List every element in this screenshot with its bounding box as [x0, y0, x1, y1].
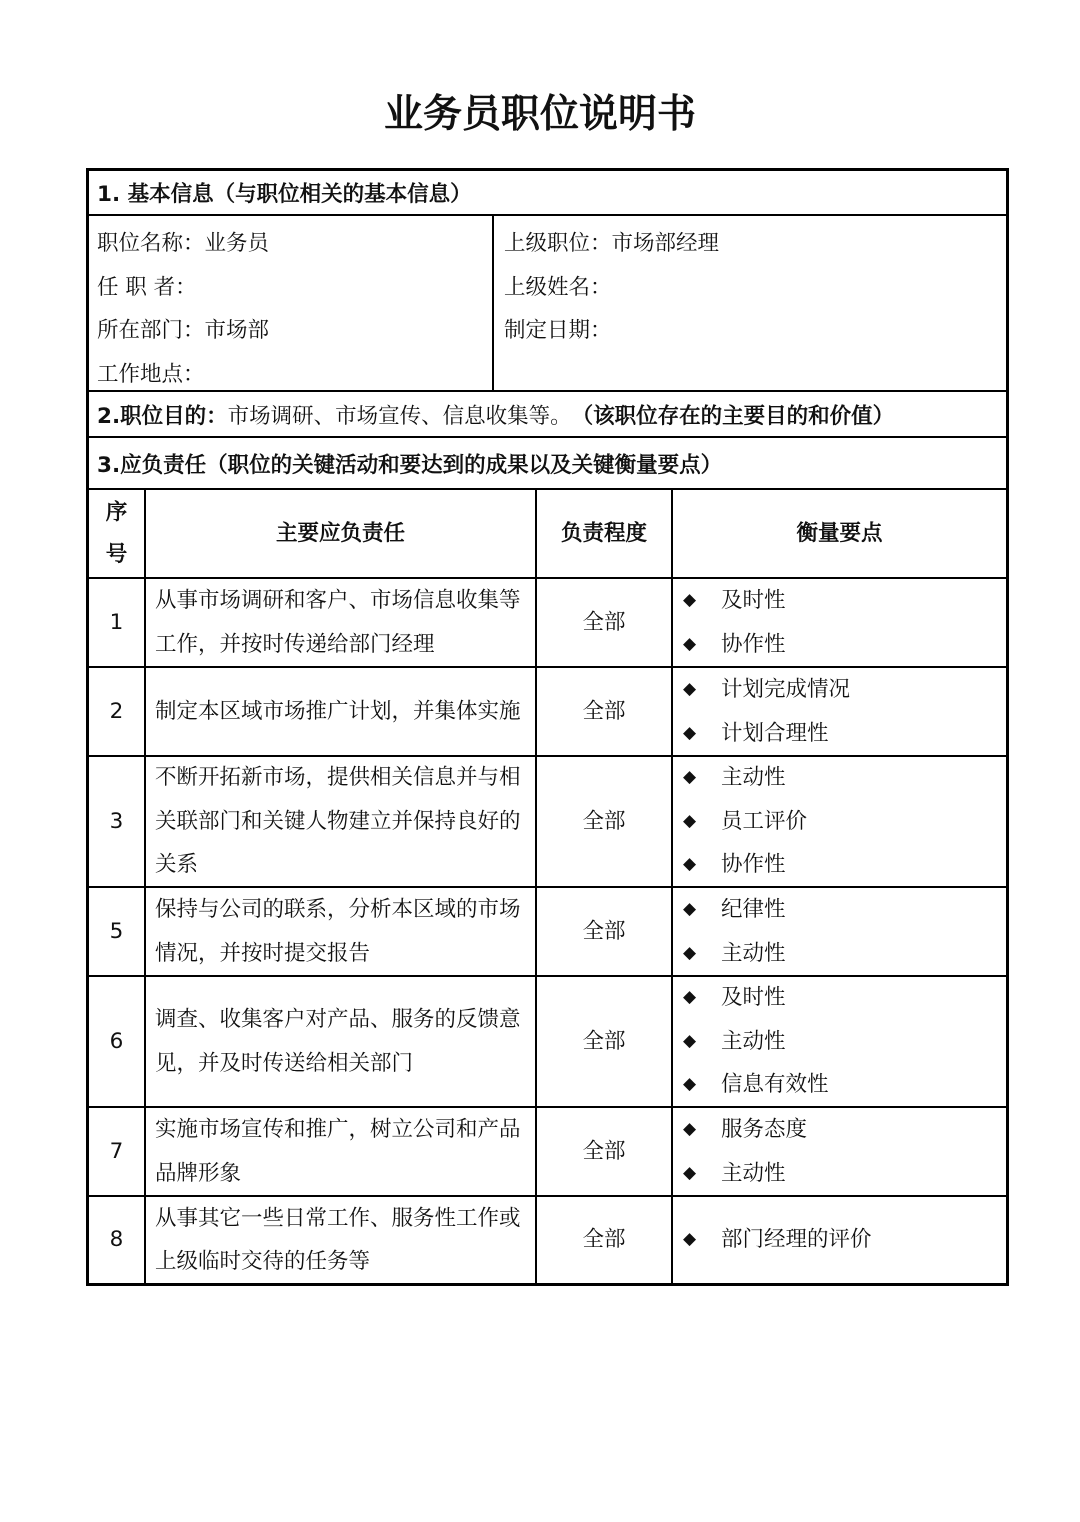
- degree-cell: 全部: [537, 888, 673, 975]
- diamond-bullet-icon: [683, 756, 721, 800]
- info-label: 职位名称：: [97, 231, 205, 256]
- measure-item: [683, 668, 1006, 712]
- degree-cell: 全部: [537, 579, 673, 666]
- duty-line: 工作，并按时传递给部门经理: [155, 631, 435, 657]
- info-label: 制定日期：: [504, 318, 612, 344]
- measure-item: [683, 1020, 1006, 1064]
- duty-line: 从事其它一些日常工作、服务性工作或: [155, 1205, 521, 1231]
- info-line-date: [504, 309, 1006, 353]
- measure-text: 及时性: [721, 588, 786, 613]
- duty-line: 品牌形象: [155, 1160, 242, 1186]
- basic-info-heading: 1. 基本信息（与职位相关的基本信息）: [89, 171, 1006, 216]
- table-row: [89, 1197, 1006, 1283]
- table-row: [89, 668, 1006, 757]
- duty-line: 不断开拓新市场，提供相关信息并与相: [155, 765, 521, 791]
- measure-text: 协作性: [721, 631, 786, 657]
- measure-item: [683, 800, 1006, 844]
- page-title: 业务员职位说明书: [383, 92, 696, 137]
- seq-header-label: 序号: [105, 499, 128, 567]
- measure-item: [683, 1218, 1006, 1262]
- measure-text: 部门经理的评价: [721, 1227, 872, 1253]
- info-value: 市场部经理: [611, 231, 720, 256]
- duty-line: 调查、收集客户对产品、服务的反馈意: [155, 1007, 521, 1032]
- measure-item: [683, 1108, 1006, 1152]
- info-line-location: [97, 353, 492, 397]
- duty-line: 见，并及时传送给相关部门: [155, 1050, 414, 1076]
- info-label: 工作地点：: [97, 361, 205, 387]
- degree-header: 负责程度: [537, 490, 673, 577]
- measure-text: 主动性: [721, 940, 786, 966]
- diamond-bullet-icon: [683, 976, 721, 1020]
- measure-item: [683, 1152, 1006, 1196]
- duty-cell: [146, 1108, 537, 1195]
- basic-info-block: [89, 216, 1006, 392]
- purpose-label: 2.职位目的：: [97, 403, 228, 429]
- diamond-bullet-icon: [683, 1063, 721, 1107]
- row-number: 5: [89, 888, 146, 975]
- info-line-position: [97, 222, 492, 266]
- duty-line: 从事市场调研和客户、市场信息收集等: [155, 588, 521, 613]
- measures-cell: [673, 668, 1006, 755]
- duty-line: 上级临时交待的任务等: [155, 1249, 371, 1274]
- info-label: 上级姓名：: [504, 274, 612, 300]
- table-row: [89, 888, 1006, 977]
- table-header-row: [89, 490, 1006, 579]
- basic-info-right: [494, 216, 1006, 390]
- row-number: 1: [89, 579, 146, 666]
- diamond-bullet-icon: [683, 1152, 721, 1196]
- measure-text: 及时性: [721, 985, 786, 1011]
- table-row: [89, 757, 1006, 888]
- diamond-bullet-icon: [683, 668, 721, 712]
- duty-cell: [146, 757, 537, 886]
- duty-line: 制定本区域市场推广计划，并集体实施: [155, 698, 521, 724]
- row-number: 2: [89, 668, 146, 755]
- info-line-department: [97, 309, 492, 353]
- measures-cell: [673, 757, 1006, 886]
- table-row: [89, 1108, 1006, 1197]
- degree-cell: 全部: [537, 757, 673, 886]
- seq-header: [89, 490, 146, 577]
- row-number: 6: [89, 977, 146, 1106]
- degree-cell: 全部: [537, 1108, 673, 1195]
- measures-cell: [673, 888, 1006, 975]
- measure-item: [683, 976, 1006, 1020]
- degree-cell: 全部: [537, 668, 673, 755]
- measures-cell: [673, 579, 1006, 666]
- diamond-bullet-icon: [683, 843, 721, 887]
- measure-item: [683, 1063, 1006, 1107]
- basic-info-left: [89, 216, 494, 390]
- measure-header: 衡量要点: [796, 520, 883, 546]
- duty-line: 实施市场宣传和推广，树立公司和产品: [155, 1117, 521, 1142]
- measure-item: [683, 623, 1006, 667]
- diamond-bullet-icon: [683, 1108, 721, 1152]
- table-row: [89, 579, 1006, 668]
- job-description-sheet: [86, 168, 1009, 1286]
- measure-item: [683, 888, 1006, 932]
- measure-text: 主动性: [721, 1028, 786, 1054]
- purpose-text: 市场调研、市场宣传、信息收集等。: [227, 403, 572, 429]
- duty-cell: [146, 668, 537, 755]
- info-label: 任 职 者：: [97, 274, 197, 300]
- measure-text: 协作性: [721, 852, 786, 878]
- row-number: 7: [89, 1108, 146, 1195]
- measure-item: [683, 579, 1006, 623]
- diamond-bullet-icon: [683, 623, 721, 667]
- measure-text: 员工评价: [721, 808, 808, 834]
- diamond-bullet-icon: [683, 579, 721, 623]
- measure-text: 服务态度: [721, 1117, 808, 1142]
- diamond-bullet-icon: [683, 1020, 721, 1064]
- measure-text: 信息有效性: [721, 1072, 829, 1098]
- measures-cell: [673, 977, 1006, 1106]
- measure-item: [683, 756, 1006, 800]
- duty-line: 关联部门和关键人物建立并保持良好的: [155, 808, 521, 834]
- info-line-superior-name: [504, 266, 1006, 310]
- measure-text: 主动性: [721, 765, 786, 791]
- duty-line: 保持与公司的联系，分析本区域的市场: [155, 897, 521, 922]
- measure-text: 计划合理性: [721, 720, 829, 746]
- measure-text: 纪律性: [721, 897, 786, 922]
- info-line-holder: [97, 266, 492, 310]
- diamond-bullet-icon: [683, 932, 721, 976]
- measures-cell: [673, 1197, 1006, 1283]
- degree-cell: 全部: [537, 977, 673, 1106]
- duty-cell: [146, 579, 537, 666]
- diamond-bullet-icon: [683, 888, 721, 932]
- duty-line: 关系: [155, 852, 199, 878]
- info-label: 上级职位：: [504, 231, 612, 256]
- diamond-bullet-icon: [683, 800, 721, 844]
- info-value: 业务员: [204, 231, 270, 256]
- duty-header: 主要应负责任: [146, 490, 537, 577]
- info-label: 所在部门：: [97, 318, 205, 344]
- measure-text: 计划完成情况: [721, 677, 851, 702]
- row-number: 3: [89, 757, 146, 886]
- table-row: [89, 977, 1006, 1108]
- duty-cell: [146, 888, 537, 975]
- purpose-row: [89, 392, 1006, 438]
- measures-cell: [673, 1108, 1006, 1195]
- duty-cell: [146, 1197, 537, 1283]
- measure-item: [683, 843, 1006, 887]
- info-value: 市场部: [204, 318, 270, 344]
- duty-line: 情况，并按时提交报告: [155, 940, 371, 966]
- measure-text: 主动性: [721, 1160, 786, 1186]
- measure-item: [683, 932, 1006, 976]
- responsibilities-heading: 3.应负责任（职位的关键活动和要达到的成果以及关键衡量要点）: [89, 438, 1006, 490]
- purpose-note: （该职位存在的主要目的和价值）: [571, 403, 895, 429]
- measure-item: [683, 712, 1006, 756]
- info-line-superior-position: [504, 222, 1006, 266]
- duty-cell: [146, 977, 537, 1106]
- diamond-bullet-icon: [683, 712, 721, 756]
- diamond-bullet-icon: [683, 1218, 721, 1262]
- row-number: 8: [89, 1197, 146, 1283]
- degree-cell: 全部: [537, 1197, 673, 1283]
